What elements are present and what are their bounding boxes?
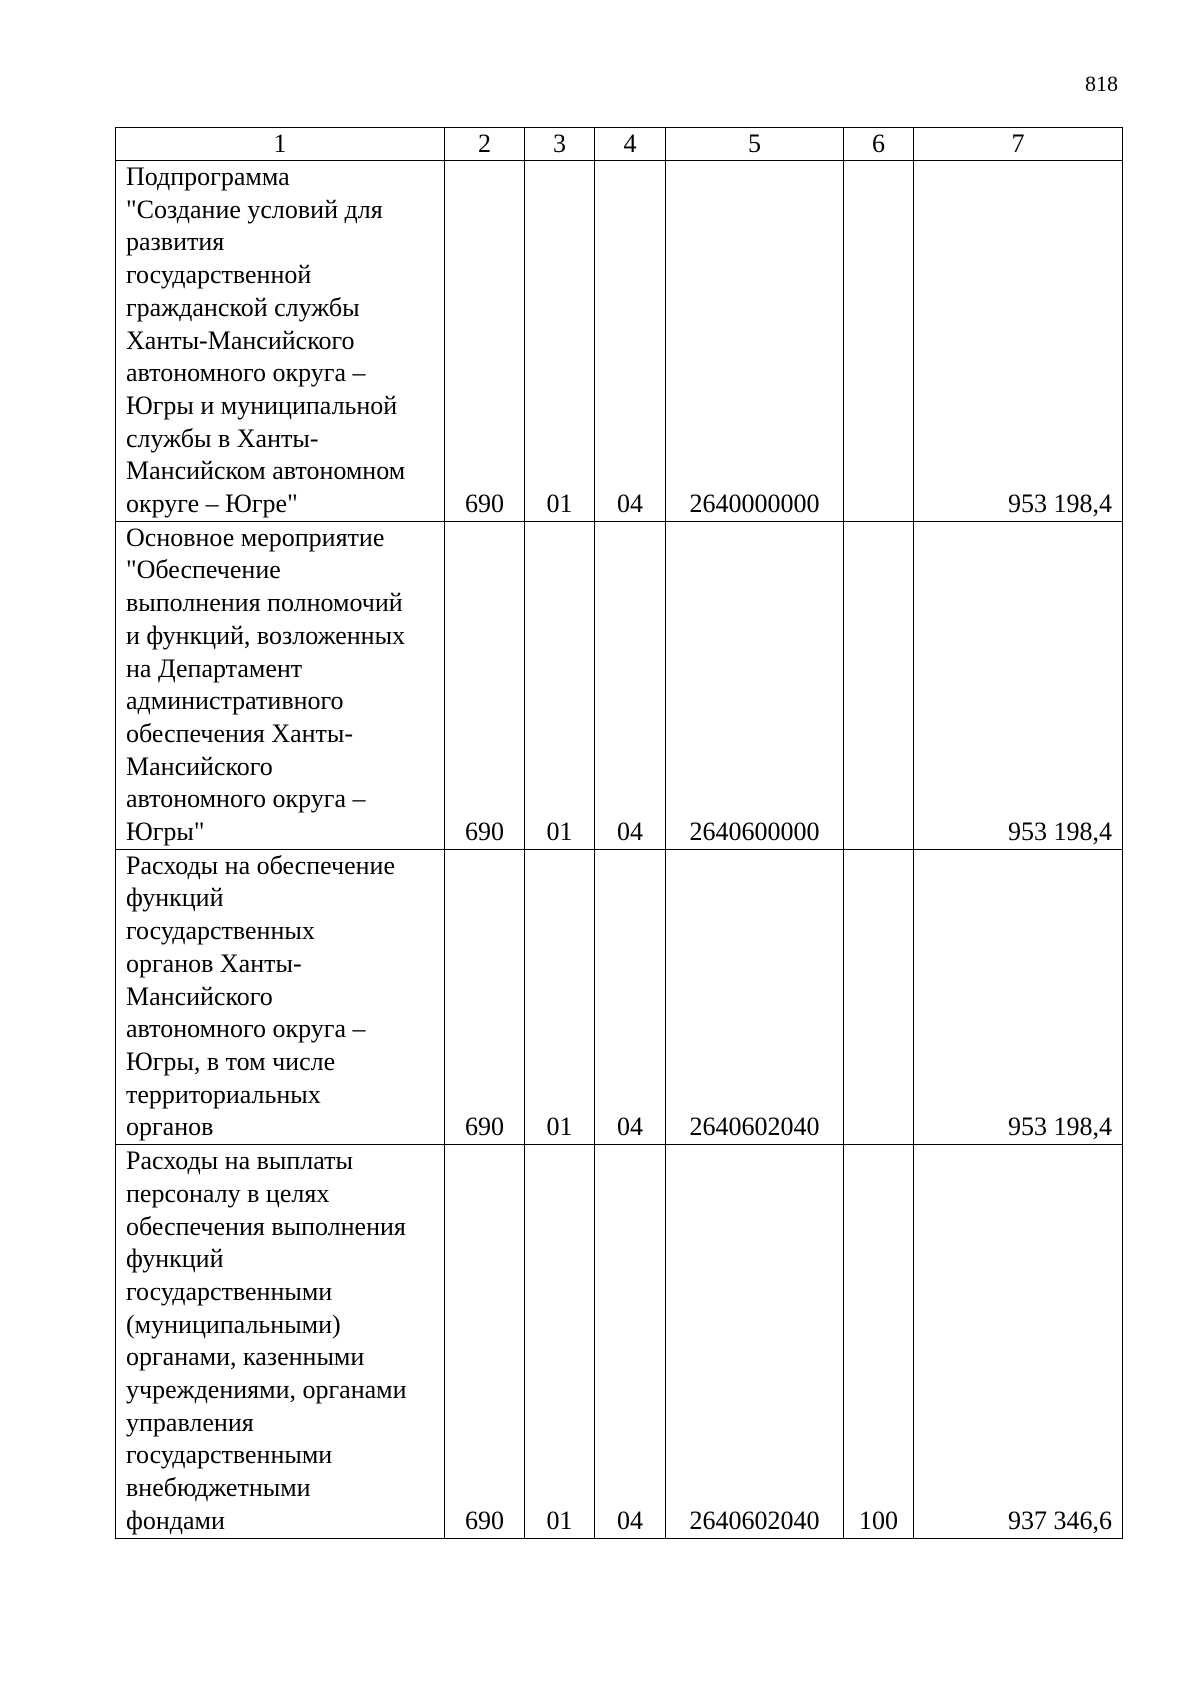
row-name-line: управления — [126, 1407, 254, 1437]
row-name-line: развития — [126, 227, 225, 257]
row-name-line: Подпрограмма — [126, 162, 290, 191]
row-subsection-code: 04 — [595, 161, 666, 522]
row-name-line: автономного округа – — [126, 1014, 366, 1044]
row-ministry-code: 690 — [445, 849, 525, 1144]
row-amount: 953 198,4 — [914, 161, 1123, 522]
row-name-line: органов — [126, 1112, 214, 1142]
row-section-code: 01 — [525, 1145, 595, 1538]
row-name-line: персоналу в целях — [126, 1178, 330, 1208]
row-name-line: Югры, в том числе — [126, 1046, 336, 1076]
row-target-code: 2640600000 — [666, 521, 844, 849]
row-subsection-code: 04 — [595, 849, 666, 1144]
row-amount: 937 346,6 — [914, 1145, 1123, 1538]
row-name-line: территориальных — [126, 1079, 321, 1109]
page-number: 818 — [1085, 71, 1118, 96]
row-name-line: учреждениями, органами — [126, 1375, 407, 1405]
row-name-line: Ханты-Мансийского — [126, 325, 355, 355]
row-name-line: обеспечения Ханты- — [126, 718, 354, 748]
row-name — [116, 161, 445, 522]
row-name — [116, 1145, 445, 1538]
row-name-line: "Обеспечение — [126, 555, 281, 585]
row-ministry-code: 690 — [445, 1145, 525, 1538]
row-name-line: автономного округа – — [126, 358, 366, 388]
row-name-line: органов Ханты- — [126, 948, 302, 978]
row-target-code: 2640000000 — [666, 161, 844, 522]
row-expense-type — [844, 521, 914, 849]
budget-table — [115, 127, 1123, 1539]
col-header-4: 4 — [595, 128, 666, 161]
row-expense-type: 100 — [844, 1145, 914, 1538]
row-name-line: фондами — [126, 1505, 225, 1535]
row-name-line: Основное мероприятие — [126, 522, 385, 552]
row-name-line: Расходы на выплаты — [126, 1146, 353, 1176]
header-row — [116, 128, 1123, 161]
row-name-line: и функций, возложенных — [126, 620, 406, 650]
row-name-line: Мансийском автономном — [126, 456, 406, 486]
row-name — [116, 849, 445, 1144]
row-expense-type — [844, 161, 914, 522]
row-name-line: выполнения полномочий — [126, 588, 403, 618]
row-amount: 953 198,4 — [914, 521, 1123, 849]
row-subsection-code: 04 — [595, 1145, 666, 1538]
row-amount: 953 198,4 — [914, 849, 1123, 1144]
row-name-line: Югры" — [126, 817, 205, 847]
row-section-code: 01 — [525, 849, 595, 1144]
col-header-6: 6 — [844, 128, 914, 161]
row-name-line: на Департамент — [126, 653, 303, 683]
table-row — [116, 161, 1123, 522]
table-row — [116, 1145, 1123, 1538]
row-name-line: государственными — [126, 1440, 333, 1470]
row-name-line: округе – Югре" — [126, 489, 298, 519]
col-header-2: 2 — [445, 128, 525, 161]
row-name-line: государственных — [126, 916, 315, 946]
row-name-line: Мансийского — [126, 751, 273, 781]
col-header-7: 7 — [914, 128, 1123, 161]
table-row — [116, 849, 1123, 1144]
col-header-1: 1 — [116, 128, 445, 161]
row-name-line: внебюджетными — [126, 1473, 311, 1503]
table-row — [116, 521, 1123, 849]
row-name-line: гражданской службы — [126, 292, 360, 322]
row-name-line: (муниципальными) — [126, 1309, 341, 1339]
row-name-line: службы в Ханты- — [126, 423, 319, 453]
row-section-code: 01 — [525, 521, 595, 849]
row-name-line: органами, казенными — [126, 1342, 365, 1372]
row-name-line: Югры и муниципальной — [126, 390, 398, 420]
row-name — [116, 521, 445, 849]
row-expense-type — [844, 849, 914, 1144]
row-name-line: государственной — [126, 260, 312, 290]
row-ministry-code: 690 — [445, 521, 525, 849]
row-name-line: административного — [126, 686, 344, 716]
row-name-line: Мансийского — [126, 981, 273, 1011]
row-name-line: государственными — [126, 1276, 333, 1306]
row-target-code: 2640602040 — [666, 1145, 844, 1538]
row-name-line: автономного округа – — [126, 784, 366, 814]
row-target-code: 2640602040 — [666, 849, 844, 1144]
row-name-line: "Создание условий для — [126, 194, 383, 224]
row-name-line: обеспечения выполнения — [126, 1211, 406, 1241]
row-subsection-code: 04 — [595, 521, 666, 849]
row-name-line: функций — [126, 1244, 224, 1274]
col-header-5: 5 — [666, 128, 844, 161]
row-name-line: Расходы на обеспечение — [126, 850, 396, 880]
row-section-code: 01 — [525, 161, 595, 522]
col-header-3: 3 — [525, 128, 595, 161]
row-ministry-code: 690 — [445, 161, 525, 522]
row-name-line: функций — [126, 883, 224, 913]
